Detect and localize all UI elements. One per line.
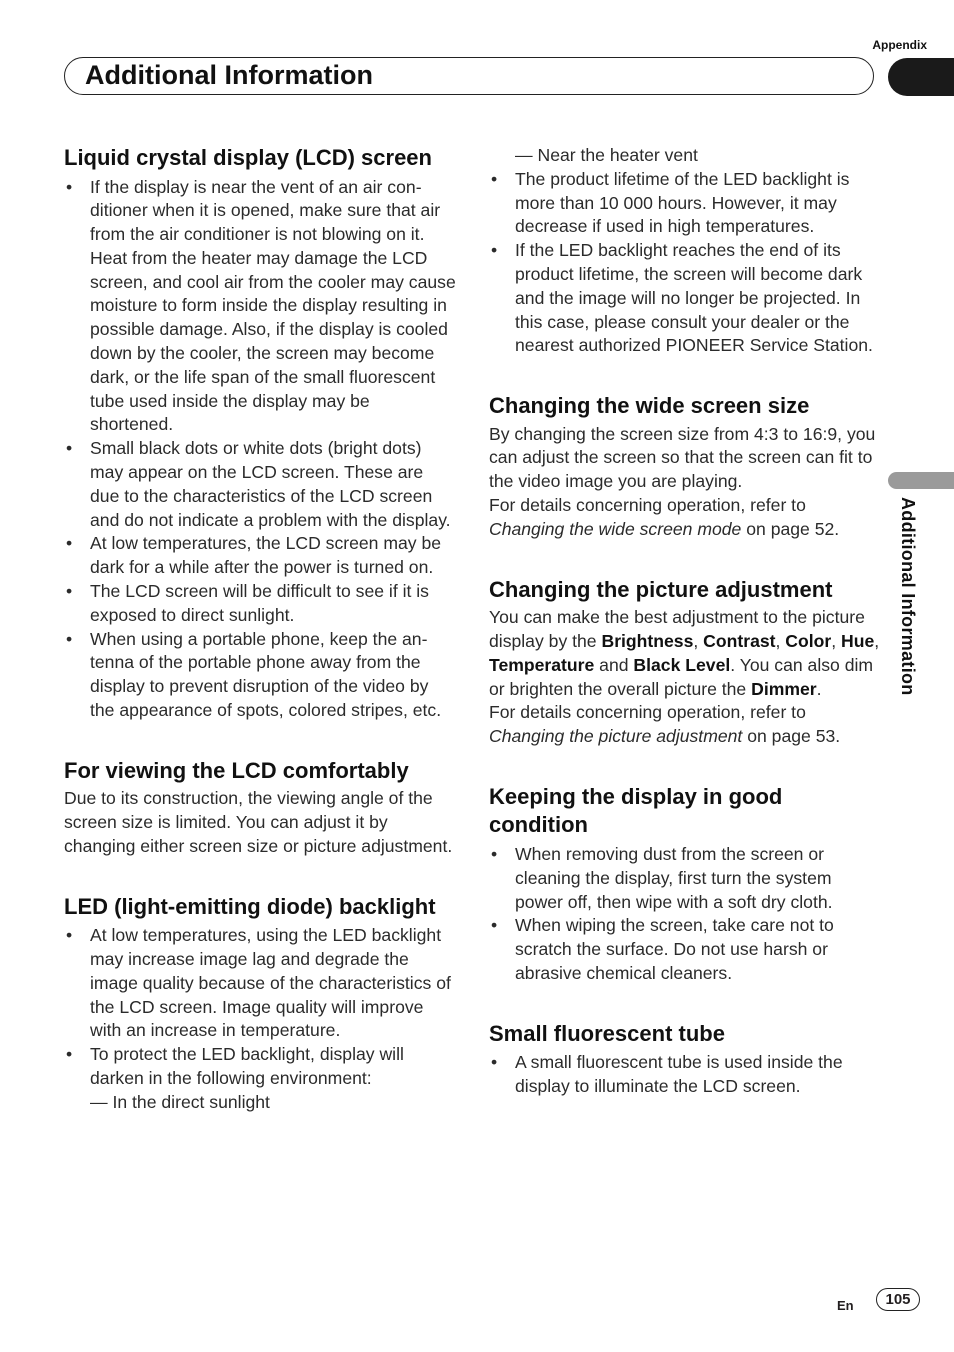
picture-ref-suffix: on page 53.	[742, 726, 841, 747]
viewing-body: Due to its construction, the viewing angle of the screen size is limited. You can adjust it by changing either screen size or picture adjustment.	[64, 788, 453, 856]
picture-body	[489, 606, 881, 701]
separator: ,	[775, 630, 786, 651]
picture-text: You can make the best adjustment to the picture display by the	[489, 607, 865, 651]
lcd-bullets	[64, 176, 456, 723]
wide-reference	[489, 494, 881, 542]
picture-reference	[489, 701, 881, 749]
led-continued-section	[489, 144, 881, 358]
tube-heading: Small fluorescent tube	[489, 1020, 725, 1046]
separator: ,	[874, 630, 880, 651]
viewing-section	[64, 757, 456, 859]
list-item: • At low temperatures, the LCD screen may be dark for a while after the power is turned on.	[64, 532, 456, 580]
viewing-heading: For viewing the LCD comfortably	[64, 757, 409, 783]
picture-text: .	[816, 678, 822, 699]
dimmer-term: Dimmer	[751, 678, 817, 699]
picture-text: . You can also dim or brighten the overall picture the	[489, 654, 874, 699]
separator: ,	[693, 630, 704, 651]
page-number: 105	[876, 1288, 920, 1311]
picture-section	[489, 576, 881, 749]
side-tab-marker	[888, 472, 954, 489]
led-sub-item: — Near the heater vent	[515, 145, 698, 165]
list-item: • A small fluorescent tube is used inside the display to illuminate the LCD screen.	[489, 1051, 881, 1099]
conjunction: and	[594, 654, 634, 675]
separator: ,	[831, 630, 842, 651]
keeping-section	[489, 783, 881, 986]
language-label: En	[837, 1298, 854, 1313]
hue-term: Hue	[841, 630, 875, 651]
color-term: Color	[785, 630, 832, 651]
wide-section	[489, 392, 881, 541]
left-column	[64, 140, 456, 1115]
side-tab-label: Additional Information	[898, 497, 918, 696]
black-level-term: Black Level	[633, 654, 731, 675]
led-continued-bullets	[489, 168, 881, 358]
tube-bullets	[489, 1051, 881, 1099]
led-section	[64, 893, 456, 1115]
lcd-section	[64, 144, 456, 723]
wide-ref-prefix: For details concerning operation, refer to	[489, 495, 806, 516]
section-title: Additional Information	[85, 60, 373, 90]
temperature-term: Temperature	[489, 654, 595, 675]
list-item: • If the display is near the vent of an air conditioner when it is opened, make sure that air from the air conditioner is not blowing on it. Heat from the heater may damage the LCD screen, and cool air from the cooler may cause moisture to form inside the display resulting in possible damage. Also, if the display is cooled down by the cooler, the screen may become dark, or the life span of the small fluorescent tube used inside the display may be shortened.	[64, 176, 456, 438]
wide-heading: Changing the wide screen size	[489, 393, 810, 419]
wide-body: By changing the screen size from 4:3 to 16:9, you can adjust the screen so that the screen can fit to the video image you are playing.	[489, 423, 876, 492]
led-sub-item: — In the direct sunlight	[90, 1091, 270, 1112]
picture-heading: Changing the picture adjustment	[489, 576, 833, 602]
lcd-heading: Liquid crystal display (LCD) screen	[64, 145, 432, 170]
section-tab-marker	[888, 58, 954, 96]
list-item: • At low temperatures, using the LED backlight may increase image lag and degrade the image quality because of the characteristics of the LCD screen. Image quality will improve with an increase in temperature.	[64, 924, 456, 1043]
tube-section	[489, 1020, 881, 1099]
appendix-label: Appendix	[872, 38, 927, 52]
section-title-bar	[64, 57, 874, 95]
brightness-term: Brightness	[601, 630, 694, 651]
list-item: • The LCD screen will be difficult to see if it is exposed to direct sunlight.	[64, 580, 456, 628]
picture-ref-link: Changing the picture adjustment	[489, 726, 743, 747]
wide-ref-link: Changing the wide screen mode	[489, 518, 742, 539]
list-item: • When using a portable phone, keep the antenna of the portable phone away from the display to prevent disruption of the video by the appearance of spots, colored stripes, etc.	[64, 628, 456, 723]
keeping-bullets	[489, 843, 881, 986]
keeping-heading: Keeping the display in good condition	[489, 783, 783, 838]
list-item: • If the LED backlight reaches the end of its product lifetime, the screen will become dark and the image will no longer be projected. In this case, please consult your dealer or the nearest authorized PIONEER Service Station.	[489, 239, 881, 358]
list-item: • Small black dots or white dots (bright dots) may appear on the LCD screen. These are due to the characteristics of the LCD screen and do not indicate a problem with the display.	[64, 437, 456, 532]
list-item: • When removing dust from the screen or cleaning the display, first turn the system power off, then wipe with a soft dry cloth.	[489, 843, 881, 914]
right-column	[489, 140, 881, 1099]
picture-ref-prefix: For details concerning operation, refer to	[489, 702, 806, 723]
list-item: • The product lifetime of the LED backlight is more than 10 000 hours. However, it may decrease if used in high temperatures.	[489, 168, 881, 239]
list-item: • When wiping the screen, take care not to scratch the surface. Do not use harsh or abrasive chemical cleaners.	[489, 914, 881, 985]
led-heading: LED (light-emitting diode) backlight	[64, 893, 436, 919]
contrast-term: Contrast	[703, 630, 776, 651]
led-bullets	[64, 924, 456, 1091]
wide-ref-suffix: on page 52.	[741, 518, 840, 539]
list-item: • To protect the LED backlight, display will darken in the following environment:	[64, 1043, 456, 1091]
